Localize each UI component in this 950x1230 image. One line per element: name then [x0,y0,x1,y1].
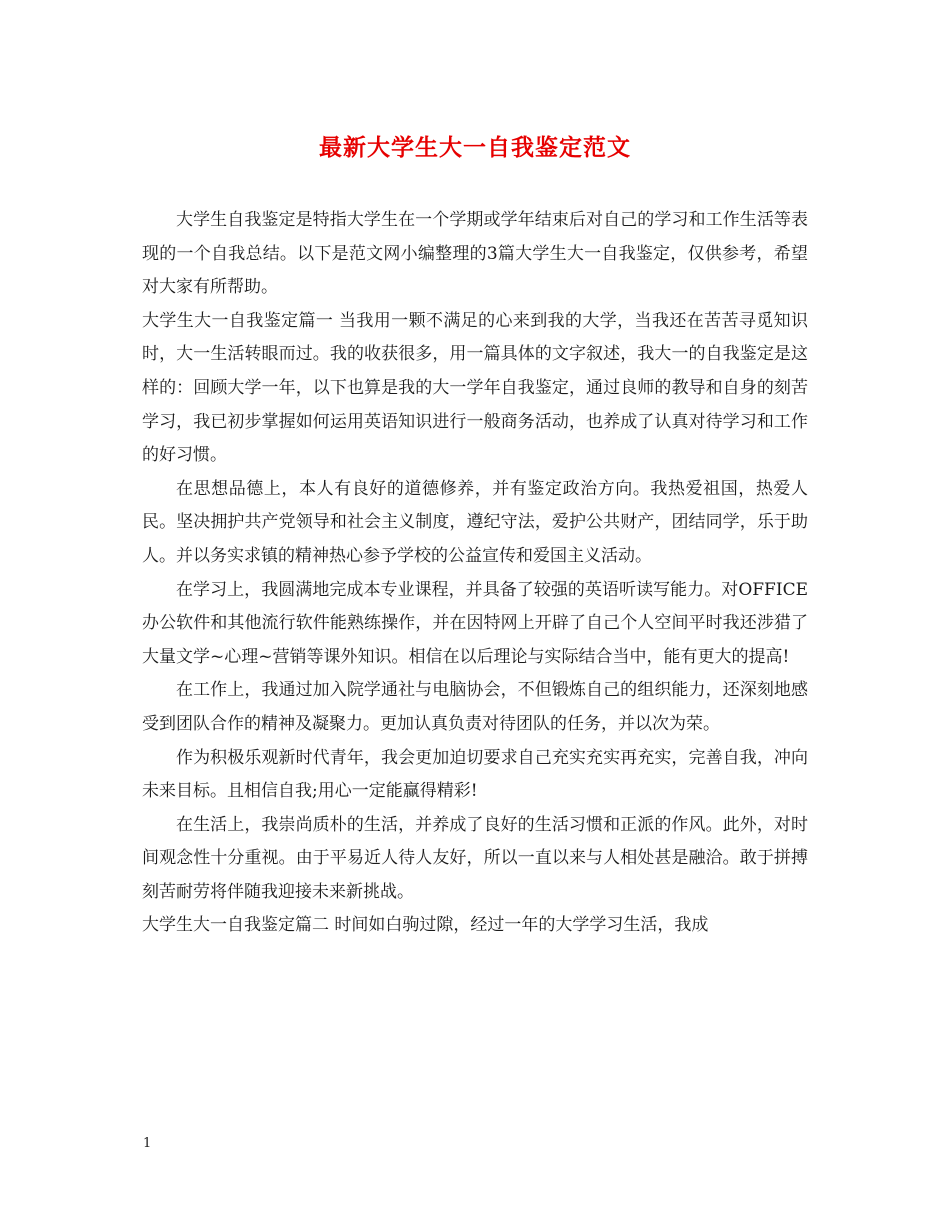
section-two-text: 时间如白驹过隙，经过一年的大学学习生活，我成 [334,915,709,936]
intro-paragraph: 大学生自我鉴定是特指大学生在一个学期或学年结束后对自己的学习和工作生活等表现的一个自我总结。以下是范文网小编整理的3篇大学生大一自我鉴定，仅供参考，希望对大家有所帮助。 [142,210,808,298]
section-one-text: 当我用一颗不满足的心来到我的大学，当我还在苦苦寻觅知识时，大一生活转眼而过。我的收获很多，用一篇具体的文字叙述，我大一的自我鉴定是这样的：回顾大学一年，以下也算是我的大一学年自我鉴定，通过良师的教导和自身的刻苦学习，我已初步掌握如何运用英语知识进行一般商务活动，也养成了认真对待学习和工作的好习惯。 [142,310,809,466]
body-paragraph: 作为积极乐观新时代青年，我会更加迫切要求自己充实充实再充实，完善自我，冲向未来目标。且相信自我;用心一定能赢得精彩! [142,747,808,802]
document-title: 最新大学生大一自我鉴定范文 [319,134,631,161]
section-two-paragraph [142,909,808,943]
section-one-paragraph [142,305,808,473]
body-paragraph: 在思想品德上，本人有良好的道德修养，并有鉴定政治方向。我热爱祖国，热爱人民。坚决拥护共产党领导和社会主义制度，遵纪守法，爱护公共财产，团结同学，乐于助人。并以务实求镇的精神热心参予学校的公益宣传和爱国主义活动。 [142,478,808,566]
document-body [142,204,808,943]
body-paragraph: 在学习上，我圆满地完成本专业课程，并具备了较强的英语听读写能力。对OFFICE办公软件和其他流行软件能熟练操作，并在因特网上开辟了自己个人空间平时我还涉猎了大量文学~心理~营销等课外知识。相信在以后理论与实际结合当中，能有更大的提高! [142,579,808,667]
page-number: 1 [143,1136,152,1151]
body-paragraph: 在生活上，我崇尚质朴的生活，并养成了良好的生活习惯和正派的作风。此外，对时间观念性十分重视。由于平易近人待人友好，所以一直以来与人相处甚是融洽。敢于拼搏刻苦耐劳将伴随我迎接未来新挑战。 [142,814,808,902]
body-paragraph: 在工作上，我通过加入院学通社与电脑协会，不但锻炼自己的组织能力，还深刻地感受到团队合作的精神及凝聚力。更加认真负责对待团队的任务，并以次为荣。 [142,680,808,734]
section-two-heading: 大学生大一自我鉴定篇二 [142,915,329,936]
section-one-heading: 大学生大一自我鉴定篇一 [142,310,334,331]
